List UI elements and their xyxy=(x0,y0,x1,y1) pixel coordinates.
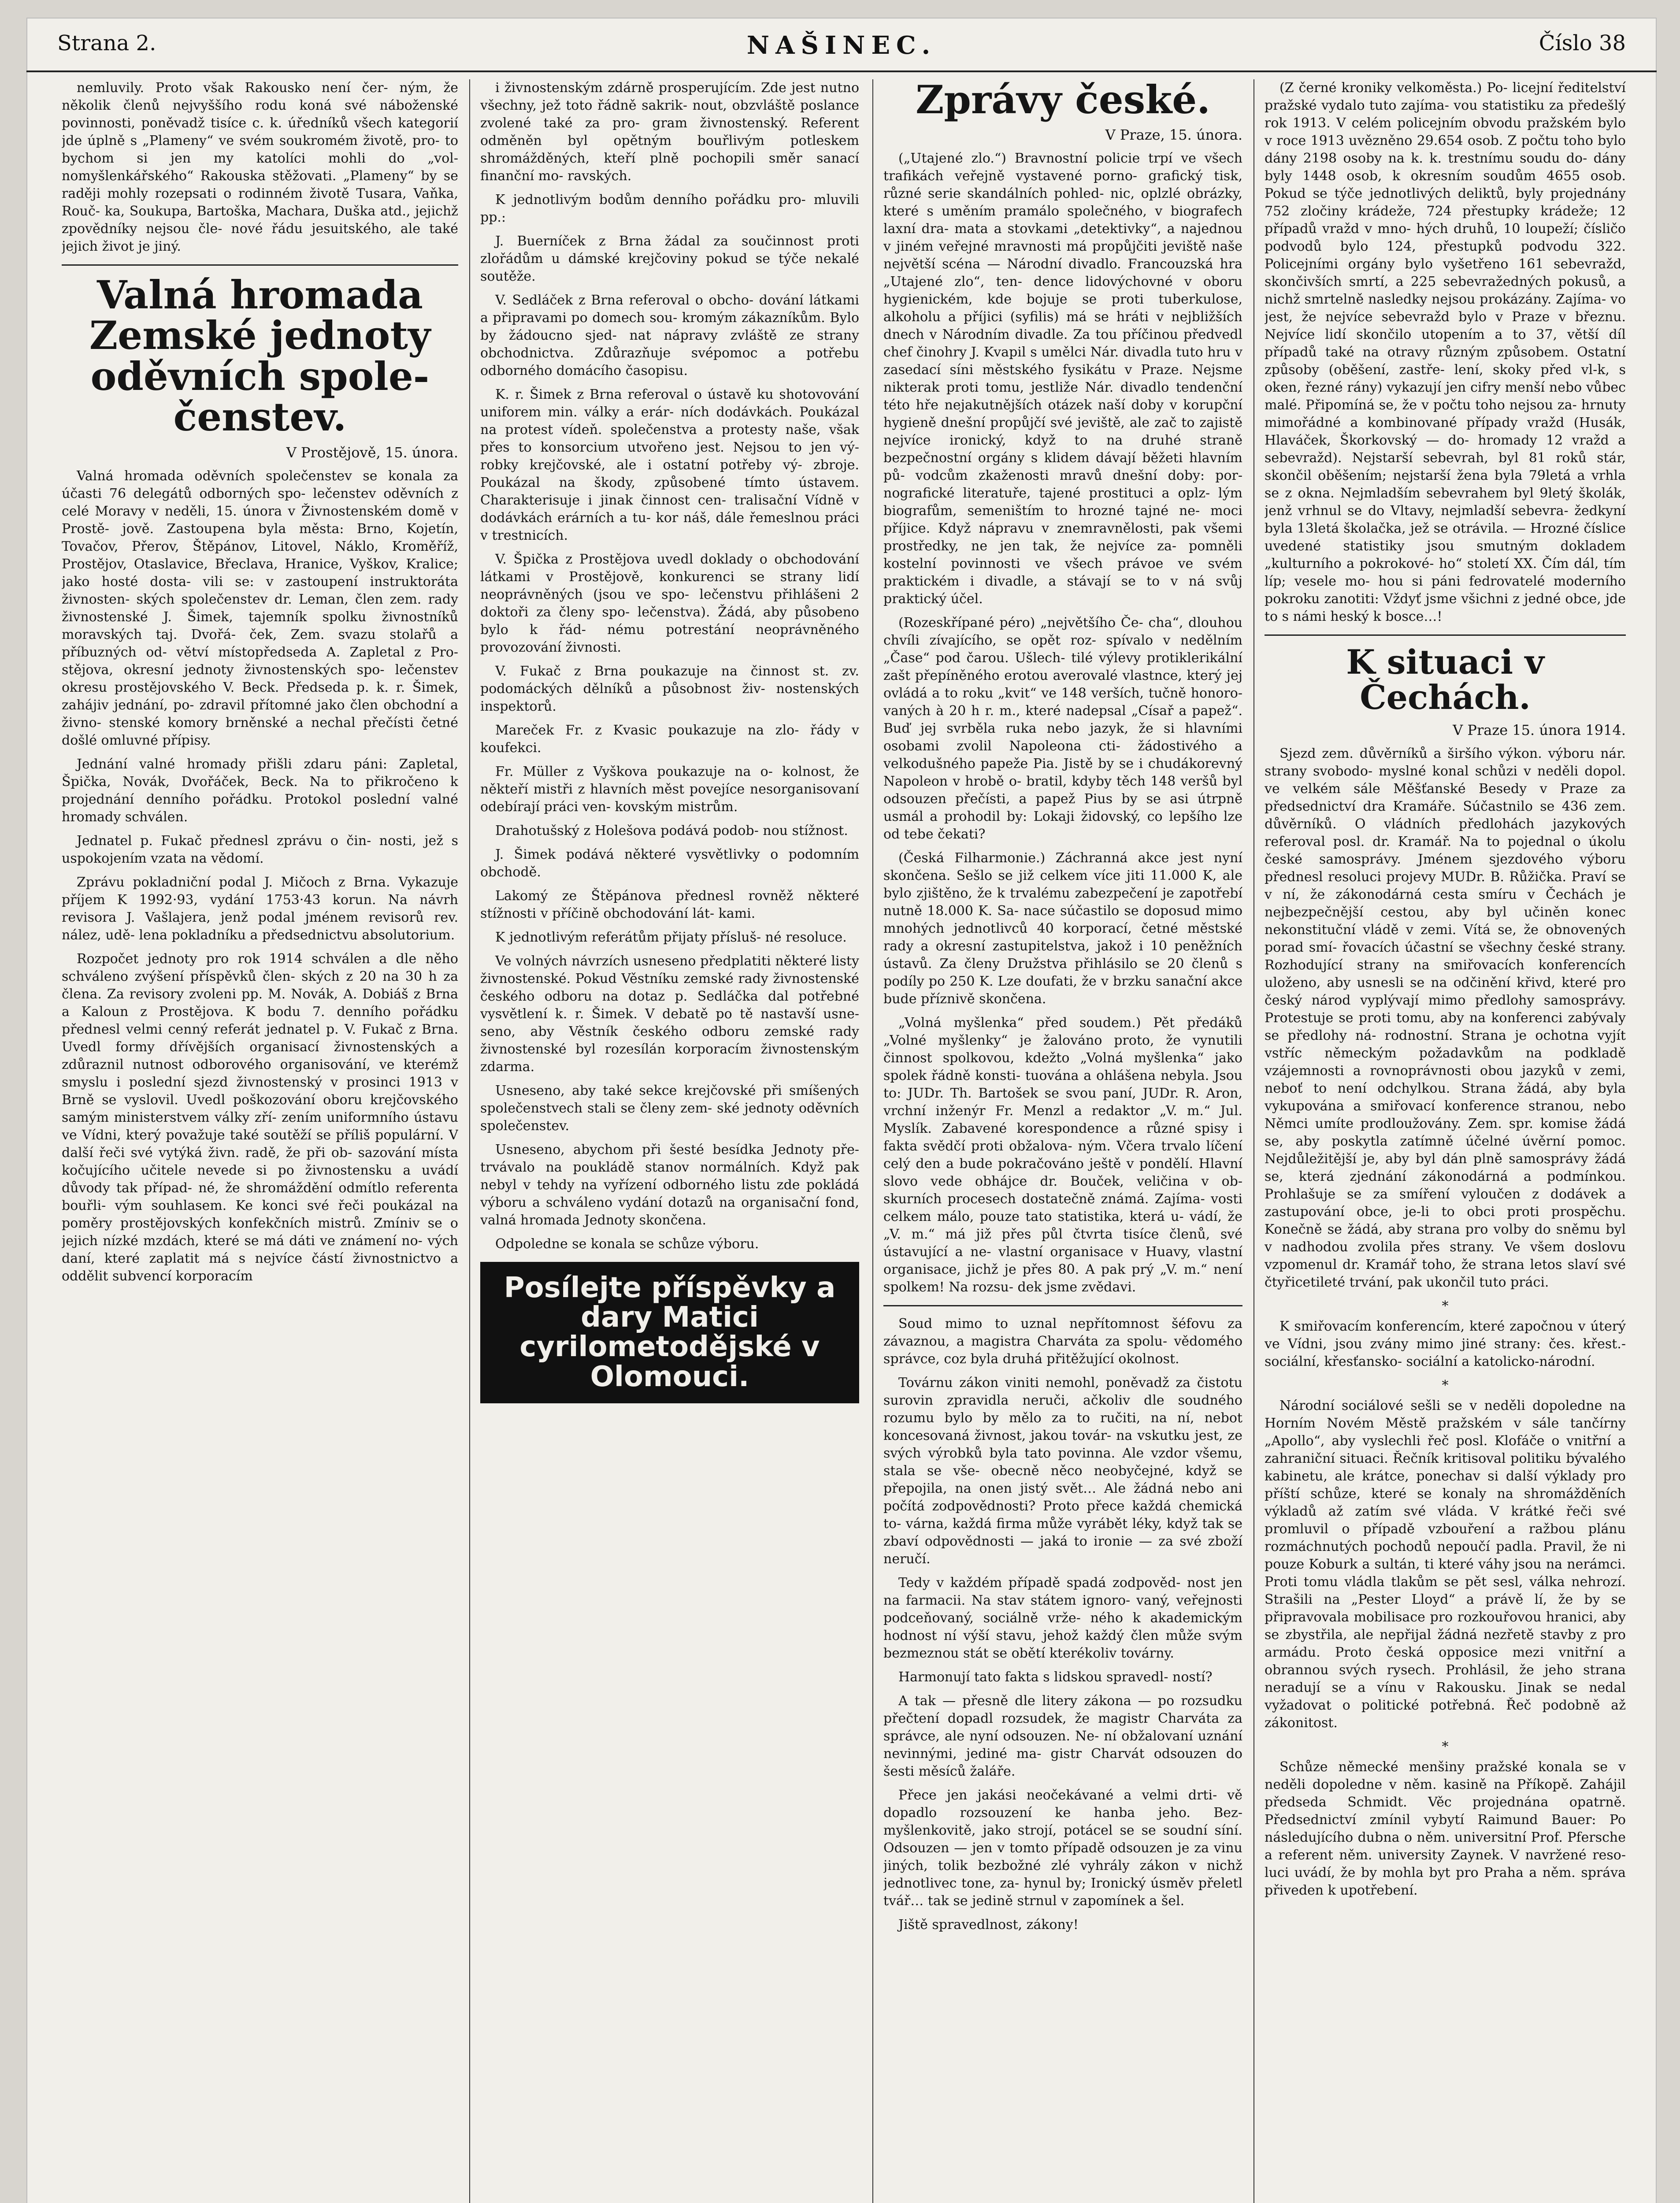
paragraph: Schůze německé menšiny pražské konala se v neděli dopoledne v něm. kasině na Příkopě. Zahájil předseda Schmidt. Věc projednána opatrně. Předsednictví zmínil vybytí Raimund Bauer: Po následujícího dubna o něm. universitní Prof. Pfersche a referent něm. university Zaynek. V navržené reso‑ luci uvádí, že by mohla byt pro Praha a něm. správa přiveden k upotřebení. xyxy=(1265,1759,1626,1898)
paragraph: A tak — přesně dle litery zákona — po rozsudku přečtení dopadl rozsudek, že magistr Charváta za správce, ale nyní odsouzen. Ne‑ ní obžalovaní uznání nevinnými, jediné ma‑ gistr Charvát odsouzen do šesti měsíců žaláře. xyxy=(883,1693,1242,1780)
paragraph: J. Šimek podává některé vysvětlivky o podomním obchodě. xyxy=(480,847,859,880)
masthead-title: NAŠINEC. xyxy=(746,31,937,60)
article-continuation: nemluvily. Proto však Rakousko není čer‑ ným, že několik členů nejvyššího rodu koná své náboženské povinnosti, poněvadž tisíce c. k. úředníků všech kategorií jde úplně s „Plameny“ ve svém soukromém životě, pro‑ to bychom si jen my katolíci mohli do „vol‑ nomyšlenkářského“ Rakouska stěžovati. „Plameny“ by se raději mohly rozepsati o rodinném životě Tusara, Vaňka, Rouč‑ ka, Soukupa, Bartoška, Machara, Duška atd., jejichž zpovědníky nejsou čle‑ nové řádu jesuitského, ale také jejich život je jiný. xyxy=(62,80,458,254)
section-divider xyxy=(883,1305,1242,1306)
advert-box: Posílejte příspěvky a dary Matici cyrilometodějské v Olomouci. xyxy=(480,1262,859,1403)
issue-number: Číslo 38 xyxy=(1539,31,1626,56)
paragraph: Národní sociálové sešli se v neděli dopoledne na Horním Novém Městě pražském v sále tančírny „Apollo“, aby vyslechli řeč posl. Klofáče o vnitřní a zahraniční situaci. Řečník kritisoval politiku bývalého kabinetu, ale krátce, ponechav si další výklady pro příští schůze, které se konaly na shromážděních výkladů až zatím své vláda. V krátké řeči své promluvil o případě vzbouření a ražbou plánu rozmáchnutých pochodů nepoučí padla. Pravil, že ni pouze Koburk a sultán, ti které váhy jsou na nerámci. Proti tomu vládla tlakům se pět sesl, válka nehrozí. Strašili na „Pester Lloyd“ a právě lí, že by se připravovala mobilisace pro rozkouřovou hranici, aby se zbystřila, ale nepřijal žádná nezřetě stavby z pro armádu. Proto česká opposice mezi vnitřní a obrannou svých rysech. Prohlásil, že jeho strana neradují se a vínu v Rakousku. Jinak se nedal vyžadovat o politické potřebná. Řeč podobně až zákonitost. xyxy=(1265,1398,1626,1731)
separator-star-icon: * xyxy=(1442,1377,1449,1393)
paragraph: Fr. Müller z Vyškova poukazuje na o‑ kolnost, že někteří mistři z hlavních měst povejíce nesorganisovaní odebírají práci ven‑ kovským mistrům. xyxy=(480,764,859,815)
separator-star-icon: * xyxy=(1442,1298,1449,1314)
paragraph: (Česká Filharmonie.) Záchranná akce jest nyní skončena. Sešlo se již celkem více jiti 11.000 K, ale bylo zjištěno, že k trvalému zabezpečení je zapotřebí nutně 18.000 K. Sa‑ nace súčastilo se doposud mimo mnohých jednotlivců 40 korporací, četné městské rady a okresní zastupitelstva, jakož i 10 peněžních ústavů. Za členy Družstva přihlásilo se 20 členů s podíly po 250 K. Lze doufati, že v brzku sanační akce bude příznivě skončena. xyxy=(883,850,1242,1007)
paragraph: Usneseno, abychom při šesté besídka Jednoty pře‑ trvávalo na poukládě stanov normálních. Když pak nebyl v tehdy na vyřízení odborného listu zde pokládá výboru a schváleno vydání dotazů na organisační fond, valná hromada Jednoty skončena. xyxy=(480,1142,859,1228)
column-1 xyxy=(62,79,458,2203)
paragraph: Tedy v každém případě spadá zodpověd‑ nost jen na farmacii. Na stav státem ignoro‑ vaný, veřejnosti podceňovaný, sociálně vrže‑ ného k akademickým hodnost ní výší stavu, jehož každý člen může svým bezmeznou stát se obětí kterékoliv továrny. xyxy=(883,1575,1242,1662)
section-dateline: V Praze, 15. února. xyxy=(1105,126,1242,144)
paragraph: V. Špička z Prostějova uvedl doklady o obchodování látkami v Prostějově, konkurenci se strany lidí neoprávněných (jsou ve spo‑ lečenstvu přihlášeni 2 doktoři za členy spo‑ lečenstva). Žádá, aby působeno bylo k řád‑ nému potrestání neoprávněného provozování živnosti. xyxy=(480,552,859,655)
newspaper-page xyxy=(26,18,1657,2203)
paragraph: Usneseno, aby také sekce krejčovské při smíšených společenstvech stali se členy zem‑ ské jednoty oděvních společenstev. xyxy=(480,1083,859,1134)
page-header xyxy=(26,18,1657,72)
paragraph: K jednotlivým referátům přijaty přísluš‑ né resoluce. xyxy=(495,930,847,945)
paragraph: Jednání valné hromady přišli zdaru páni: Zapletal, Špička, Novák, Dvořáček, Beck. Na to přikročeno k projednání denního pořádku. Protokol poslední valné hromady schválen. xyxy=(62,756,458,825)
section-headline: Zprávy české. xyxy=(916,79,1210,122)
paragraph: „Volná myšlenka“ před soudem.) Pět předáků „Volné myšlenky“ je žalováno proto, že vynutili činnost spolkovou, kdežto „Volná myšlenka“ jako spolek řádně konsti‑ tuována a ohlášena nebyla. Jsou to: JUDr. Th. Bartošek se svou paní, JUDr. R. Aron, vrchní inženýr Fr. Menzl a redaktor „V. m.“ Jul. Myslík. Zabavené korespondence a různé spisy i fakta svědčí proti obžalova‑ ným. Včera trvalo líčení celý den a bude pokračováno ještě v pondělí. Hlavní slovo vede obhájce dr. Bouček, veličina v ob‑ skurních procesech dostatečně známá. Zajíma‑ vosti celkem málo, pouze tato statistika, která u‑ vádí, že „V. m.“ má již přes půl čtvrta tisíce členů, své ústavující a ne‑ vlastní organisace v Huavy, vlastní organisace, jichž je přes 80. A pak prý „V. m.“ není spolkem! Na rozsu‑ dek jsme zvědavi. xyxy=(883,1015,1242,1295)
paragraph: (Rozeskřípané péro) „největšího Če‑ cha“, dlouhou chvíli zívajícího, se opět roz‑ spívalo v nedělním „Čase“ pod čarou. Ušlech‑ tilé výlevy protiklerikální zašt přepíněného erotou averovalé vlastnce, který jej ovládá a to roku „kvit“ ve 148 verších, tučně honoro‑ vaných à 20 h r. m., které nadepsal „Císař a papež“. Buď jej svrběla ruka nebo jazyk, že si hlavními osobami zvolil Napoleona cti‑ žádostivého a velkodušného papeže Pia. Jistě by se i chudákorevný Napoleon v hrobě o‑ bratil, kdyby těch 148 veršů byl odsouzen přečísti, a papež Pius by se asi útrpně usmál a prohodil by: Lokaji židovský, co lepšího lze od tebe čekati? xyxy=(883,615,1242,842)
separator-star-icon: * xyxy=(1442,1739,1449,1754)
paragraph: Harmonují tato fakta s lidskou spravedl‑ ností? xyxy=(898,1669,1213,1685)
paragraph: J. Buerníček z Brna žádal za součinnost proti zlořádům u dámské krejčoviny pokud se týče nekalé soutěže. xyxy=(480,234,859,284)
column-2 xyxy=(480,79,859,2203)
paragraph: (Z černé kroniky velkoměsta.) Po‑ licejní ředitelství pražské vydalo tuto zajíma‑ vou statistiku za předešlý rok 1913. V celém policejním obvodu pražském bylo v roce 1913 uvězněno 29.654 osob. Z počtu toho bylo dány 2198 osoby na k. k. trestnímu soudu do‑ dány byly 1448 osob, k okresním soudům 4655 osob. Pokud se týče jednotlivých deliktů, byly projednány 752 zločiny krádeže, 724 přestupky krádeže; 12 případů vražd v mno‑ hých druhů, 10 loupeží; čísličo podvodů bylo 124, přestupků podvodu 322. Policejními orgány bylo vyšetřeno 161 sebevražd, skončivších smrtí, a 225 sebevražedných pokusů, a nichž smrtelně nasledky nejsou prokázány. Zajíma‑ vo jest, že nejvíce sebevražd bylo v Praze v březnu. Nejvíce lidí skončilo utopením a to 37, větší díl případů také na otravy různým způsobem. Ostatní způsoby (oběšení, zastře‑ lení, skoky před vl‑k, s oken, řezné rány) vykazují jen cifry menší nebo vůbec malé. Připomíná se, že v počtu toho nejsou za‑ hrnuty mimořádné a kombinované případy vražd (Husák, Hlaváček, Škorkovský — do‑ hromady 12 vražd a sebevražd). Nejstarší sebevrah, byl 81 roků stár, skončil oběšením; nejstarší žena byla 79letá a vrhla se z okna. Nejmladším sebevrahem byl 9letý školák, jenž vrhnul se do Vltavy, nejmladší sebevra‑ žedkyní byla 13letá školačka, jež se otrávila. — Hrozné číslice uvedené statistiky jsou smutným dokladem „kulturního a pokrokové‑ ho“ století XX. Čím dál, tím líp; vesele mo‑ hou si páni fedrovatelé moderního pokroku zanotiti: Vždyť jsme všichni z jedné obce, jde to s námi heský k bosce…! xyxy=(1265,80,1626,624)
paragraph: Zprávu pokladniční podal J. Mičoch z Brna. Vykazuje příjem K 1992·93, vydání 1753·43 korun. Na návrh revisora J. Vašlajera, jenž podal jménem revisorů rev. nález, udě‑ lena pokladníku a předsednictvu absolutorium. xyxy=(62,874,458,943)
article-headline: Valná hromada Zemské jednoty oděvních spole‑ čenstev. xyxy=(89,272,431,440)
paragraph: Lakomý ze Štěpánova přednesl rovněž některé stížnosti v příčině obchodování lát‑ kami. xyxy=(480,888,859,921)
paragraph: Odpoledne se konala se schůze výboru. xyxy=(495,1236,759,1252)
paragraph: Drahotušský z Holešova podává podob‑ nou stížnost. xyxy=(495,823,848,838)
column-rule-1 xyxy=(469,79,470,2203)
article-dateline: V Praze 15. února 1914. xyxy=(1453,721,1626,738)
paragraph: („Utajené zlo.“) Bravnostní policie trpí ve všech trafikách veřejně vystavené porno‑ grafický tisk, různé serie skandálních pohled‑ nic, oplzlé obrázky, které s uměním pramálo společného, v biografech laxní dra‑ mata a stovkami „detektivky“, a najednou v jiném veřejné mravnosti má propůjčiti jeviště naše největší scéna — Národní divadlo. Francouzská hra „Utajené zlo“, ten‑ dence lidovýchovné v oboru hygienickém, kde bojuje se proti tuberkulose, alkoholu a příjici (syfilis) má se hráti v nejbližších dnech v Národním divadle. Za tou příčinou předvedl chef činohry J. Kvapil s umělci Nár. divadla tuto hru v zasedací síni městského fysikátu v Praze. Nejsme nikterak proti tomu, jestliže Nár. divadlo tendenční této hře nejakutnějších otázek naší doby v korupční hygieně dnešní propůjčí své jeviště, ale zač to zajistě nejvíce ironický, když to na druhé straně bezpečnostní orgány s klidem dávají běžeti hlavním pů‑ vodcům zkaženosti mravů dnešní doby: por‑ nografické literatuře, tajené prostituci a oplz‑ lým biografům, semeništím to hrozné tajné ne‑ moci příjice. Když nápravu v znemravnělosti, pak všemi prostředky, ne jen tak, že nejvíce za‑ pomněli kostelní povinnosti ve všech právoe ve svém praktickém i divadle, a stávají se to v ná svůj praktický účel. xyxy=(883,151,1242,607)
paragraph: V. Sedláček z Brna referoval o obcho‑ dování látkami a připravami po domech sou‑ kromým zákazníkům. Bylo by žádoucno sjed‑ nat nápravy zvláště ze strany obchodnictva. Zdůrazňuje svépomoc a potřebu odborného domácího časopisu. xyxy=(480,293,859,378)
paragraph: Soud mimo to uznal nepřítomnost šéfovu za závaznou, a magistra Charváta za spolu‑ vědomého správce, coz byla druhá přitěžující okolnost. xyxy=(883,1316,1242,1367)
paragraph: i živnostenským zdárně prosperujícím. Zde jest nutno všechny, jež toto řádně sakrik‑ nout, obzvláště poslance zvolené také za pro‑ gram živnostenský. Referent odměněn byl opětným bouřlivým potleskem shromážděných, kteří plně pochopili směr sanací finanční mo‑ ravských. xyxy=(480,80,859,184)
paragraph: Rozpočet jednoty pro rok 1914 schválen a dle něho schváleno zvýšení příspěvků člen‑ ských z 20 na 30 h za člena. Za revisory zvoleni pp. M. Novák, A. Dobiáš z Brna a Kaloun z Prostějova. K bodu 7. denního pořádku přednesl velmi cenný referát jednatel p. V. Fukač z Brna. Uvedl formy dřívějších organisací živnostenských a zdůraznil nutnost odborového organisování, ve kterémž smyslu i poslední sjezd živnostenský v prosinci 1913 v Brně se vyslovil. Uvedl poškozování oboru krejčovského samým ministerstvem války zří‑ zením uniformního ústavu ve Vídni, který považuje také soutěží se příliš populární. V další řeči své vytýká živn. radě, že při ob‑ sazování místa kočujícího učitele nevede si po živnostensku a uvádí důvody tak případ‑ né, že shromáždění odmítlo referenta bouřli‑ vým souhlasem. Ke konci své řeči poukázal na poměry prostějovských konfekčních mistrů. Zmíniv se o jejich nízké mzdách, které se má dáti ve známení no‑ vých daní, které zaplatit má s nejvíce částí živnostnictvo a oddělit subvencí korporacím xyxy=(62,951,458,1284)
column-4 xyxy=(1265,79,1626,2203)
paragraph: Jiště spravedlnost, zákony! xyxy=(898,1917,1079,1933)
column-rule-2 xyxy=(872,79,873,2203)
paragraph: Jednatel p. Fukač přednesl zprávu o čin‑ nosti, jež s uspokojením vzata na vědomí. xyxy=(62,833,458,866)
paragraph: Mareček Fr. z Kvasic poukazuje na zlo‑ řády v koufekci. xyxy=(480,723,859,756)
paragraph: K jednotlivým bodům denního pořádku pro‑ mluvili pp.: xyxy=(480,192,859,225)
column-3 xyxy=(883,79,1242,2203)
article-headline: K situaci v Čechách. xyxy=(1346,642,1544,717)
paragraph: Přece jen jakási neočekávané a velmi drti‑ vě dopadlo rozsouzení ke hanba jeho. Bez‑ myšlenkovitě, jako strojí, potácel se se soudní síní. Odsouzen — jen v tomto případě odsouzen je za vinu jiných, tolik bezbožné zlé vyhrály zákon v nichž jednotlivec tone, za‑ hynul by; Ironický úsměv přeletl tvář… tak se jedině strnul v zapomínek a šel. xyxy=(883,1788,1242,1909)
paragraph: K smiřovacím konferencím, které započnou v úterý ve Vídni, jsou zvány mimo jiné strany: čes. křest.-sociální, křesťansko‑ sociální a katolicko‑národní. xyxy=(1265,1318,1626,1369)
article-dateline: V Prostějově, 15. února. xyxy=(286,444,458,461)
paragraph: Valná hromada oděvních společenstev se konala za účasti 76 delegátů odborných spo‑ lečenstev oděvních z celé Moravy v neděli, 15. února v Živnostenském domě v Prostě‑ jově. Zastoupena byla města: Brno, Kojetín, Tovačov, Přerov, Štěpánov, Litovel, Náklo, Kroměříž, Prostějov, Otaslavice, Břeclava, Hranice, Vyškov, Kralice; jako hosté dosta‑ vili se: v zastoupení instruktoráta živnosten‑ ských společenstev dr. Leman, člen zem. rady živnostenské J. Šimek, tajemník spolku živnostníků moravských taj. Dvořá‑ ček, Zem. svazu stolařů a příbuzných od‑ větví místopředseda A. Zapletal z Pro‑ stějova, okresní jednoty živnostenských spo‑ lečenstev okresu prostějovského V. Beck. Předseda p. k. r. Šimek, zahájiv jednání, po‑ zdravil přítomné jako člen obchodní a živno‑ stenské komory brněnské a nechal přečísti četné došlé omluvné přípisy. xyxy=(62,468,458,748)
paragraph: Ve volných návrzích usneseno předplatiti některé listy živnostenské. Pokud Věstníku zemské rady živnostenské českého odboru na dotaz p. Sedláčka dal potřebné vysvětlení k. r. Šimek. V debatě po tě nastavší usne‑ seno, aby Věstník českého odboru zemské rady živnostenské byl rozesílán korporacím živnostenským zdarma. xyxy=(480,953,859,1075)
paragraph: Továrnu zákon viniti nemohl, poněvadž za čistotu surovin zpravidla neruči, ačkoliv dle soudného rozumu bylo by mělo za to ručiti, na ní, nebot koncesovaná živnost, jakou továr‑ na vskutku jest, ze svých výrobků byla tato povinna. Ale vzdor všemu, stala se vše‑ obecně něco neobyčejné, když se přepojila, na onen jistý svět… Ale žádná nebo ani počítá zodpovědnosti? Proto přece každá chemická to‑ várna, každá firma může vyrábět léky, když tak se zbaví odpovědnosti — jaká to ironie — za své zboží neručí. xyxy=(883,1375,1242,1567)
section-divider xyxy=(1265,634,1626,636)
paragraph: V. Fukač z Brna poukazuje na činnost st. zv. podomáckých dělníků a působnost živ‑ nostenských inspektorů. xyxy=(480,664,859,714)
section-divider xyxy=(62,264,458,266)
paragraph: K. r. Šimek z Brna referoval o ústavě ku shotovování uniforem min. války a erár‑ ních dodávkách. Poukázal na protest vídeň. společenstva a protesty naše, však přes to konsorcium utvořeno jest. Nejsou to jen vý‑ robky krejčovské, ale i ostatní potřeby vý‑ zbroje. Poukázal na škody, způsobené tímto ústavem. Charakterisuje i jinak činnost cen‑ tralisační Vídně v dodávkách erárních a tu‑ kor náš, dále řemeslnou práci v trestnicích. xyxy=(480,387,859,543)
page-number: Strana 2. xyxy=(57,31,156,56)
paragraph: Sjezd zem. důvěrníků a širšího výkon. výboru nár. strany svobodo‑ myslné konal schůzi v neděli dopol. ve velkém sále Měšťanské Besedy v Praze za předsednictví dra Kramáře. Súčastnilo se 436 zem. důvěrníků. O vládních předlohách jazykových referoval posl. dr. Kramář. Na to pojednal o úkolu české samosprávy. Jménem sjezdového výboru přednesl resoluci projevy MUDr. B. Růžička. Praví se v ní, že zákonodárná cesta smíru v Čechách je nejbezpečnější cestou, aby byl učiněn konec nekonstituční vládě v zemi. Vítá se, že obnovených porad smí‑ řovacích účastní se všechny české strany. Rozhodující strany na smiřovacích konferencích uloženo, aby usnesli se na odčinění křivd, které pro český národ vyplývají mimo předlohy samosprávy. Protestuje se proti tomu, aby na konferenci zabývaly se předlohy ná‑ rodnostní. Strana je ochotna vyjít vstříc německým požadavkům na podkladě vzájemnosti a rovnoprávnosti obou jazyků v zemi, neboť to není odchylkou. Strana žádá, aby byla vykupována a smiřovací konference stranou, nebo Němci umíte prodloužovány. Zem. spr. komise žádá se, aby poskytla zatímně účelné úvěrní pomoc. Nejdůležitější je, aby byl dán plně samosprávy žádá se, která zjednání zákonodárná a podmínkou. Prohlašuje se za smíření vyloučen z dodávek a zastupování obce, je‑li to obci proti prospěchu. Konečně se žádá, aby strana pro volby do sněmu byl v nadhodou zvolila přes strany. Ve všem doslovu vzpomenul dr. Kramář toho, že strana letos slaví své čtyřicetileté trvání, pak ukončil tuto práci. xyxy=(1265,745,1626,1290)
